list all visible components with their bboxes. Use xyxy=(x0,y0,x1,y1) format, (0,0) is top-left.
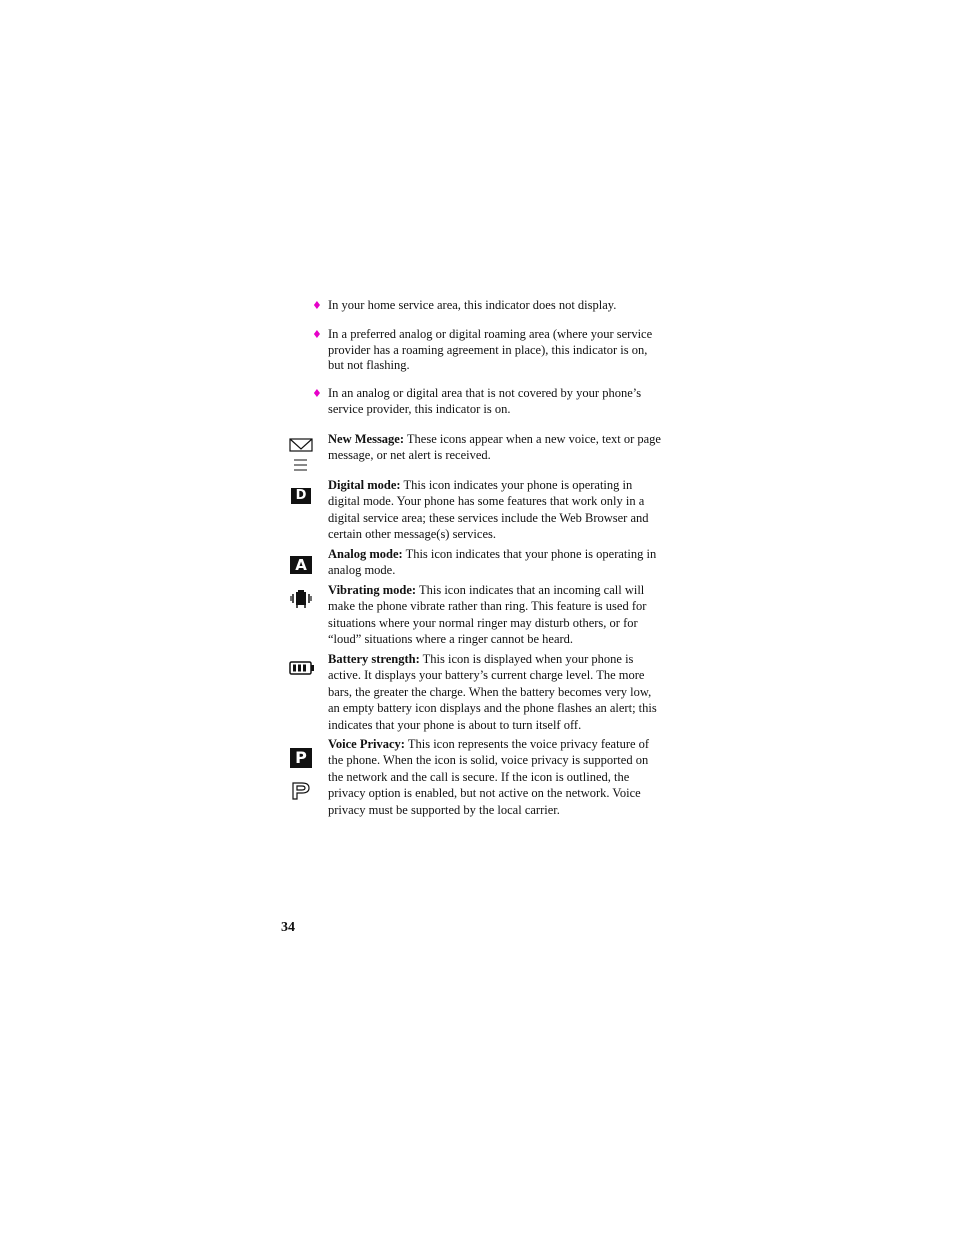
digital-mode-icon: D xyxy=(291,488,311,504)
entry-text: This icon indicates that your phone is operating in analog mode. xyxy=(328,547,657,578)
diamond-bullet-icon: ♦ xyxy=(312,299,322,312)
entry-text: This icon represents the voice privacy feature of the phone. When the icon is solid, voice privacy is supported on the network and the call is secure. If the icon is outlined, the privacy option is enabled, but not active on the network. Voice privacy must be supported by the local carrier. xyxy=(328,737,650,817)
page-number: 34 xyxy=(281,920,295,935)
voice-privacy-solid-icon: P xyxy=(290,748,312,768)
entry-battery-strength xyxy=(328,651,664,733)
entry-term: Digital mode: xyxy=(328,478,401,492)
diamond-bullet-icon: ♦ xyxy=(312,328,322,341)
entry-term: New Message: xyxy=(328,432,405,446)
bullet-text: In a preferred analog or digital roaming area (where your service provider has a roaming agreement in place), this indicator is on, but not flashing. xyxy=(328,327,653,372)
entry-text: This icon is displayed when your phone is active. It displays your battery’s current charge level. The more bars, the greater the charge. When the battery becomes very low, an empty battery icon displays and the phone flashes an alert; this indicates that your phone is about to turn itself off. xyxy=(328,652,657,732)
entry-analog-mode xyxy=(328,546,664,579)
entry-voice-privacy xyxy=(328,736,664,818)
entry-term: Voice Privacy: xyxy=(328,737,405,751)
battery-icon xyxy=(289,660,315,681)
entry-term: Vibrating mode: xyxy=(328,583,417,597)
entry-term: Analog mode: xyxy=(328,547,403,561)
diamond-bullet-icon: ♦ xyxy=(312,387,322,400)
entry-digital-mode xyxy=(328,477,664,543)
entry-text: This icon indicates that an incoming call will make the phone vibrate rather than ring. This feature is used for situations where your normal ringer may disturb others, or for “loud” situations where a ringer cannot be heard. xyxy=(328,583,647,647)
entry-text: These icons appear when a new voice, text or page message, or net alert is received. xyxy=(328,432,661,463)
entry-term: Battery strength: xyxy=(328,652,420,666)
entry-text: This icon indicates your phone is operating in digital mode. Your phone has some features that work only in a digital service area; these services include the Web Browser and certain other message(s) services. xyxy=(328,478,649,542)
bullet-text: In your home service area, this indicator does not display. xyxy=(328,298,617,312)
voice-privacy-outline-icon xyxy=(291,782,311,805)
entry-vibrating-mode xyxy=(328,582,664,648)
analog-mode-icon: A xyxy=(290,556,312,574)
envelope-icon xyxy=(289,438,315,479)
bullet-text: In an analog or digital area that is not covered by your phone’s service provider, this indicator is on. xyxy=(328,386,642,416)
entry-new-message xyxy=(328,431,664,464)
vibrate-icon xyxy=(290,588,312,615)
